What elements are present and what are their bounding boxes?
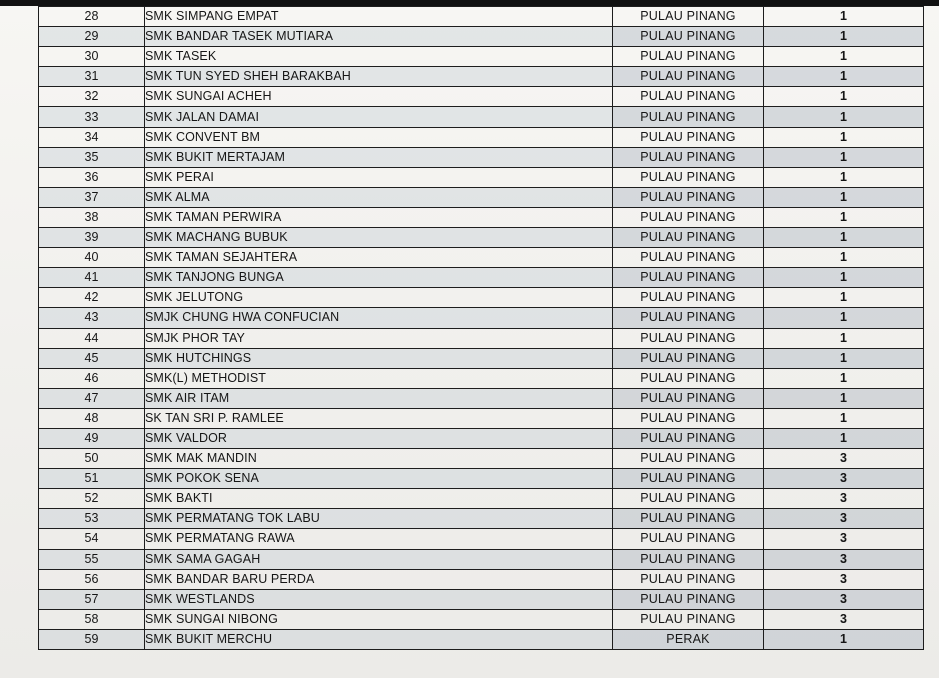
school-name-cell: SMK PERAI: [145, 167, 613, 187]
quantity-cell: 3: [764, 509, 924, 529]
table-row: [39, 207, 924, 227]
school-name-cell: SMJK PHOR TAY: [145, 328, 613, 348]
school-name-cell: SMK TASEK: [145, 47, 613, 67]
school-name-cell: SMK TANJONG BUNGA: [145, 268, 613, 288]
school-name-cell: SMK MACHANG BUBUK: [145, 228, 613, 248]
row-number-cell: 41: [39, 268, 145, 288]
school-name-cell: SMK MAK MANDIN: [145, 449, 613, 469]
state-cell: PULAU PINANG: [613, 328, 764, 348]
state-cell: PULAU PINANG: [613, 348, 764, 368]
school-allocation-table: [38, 6, 924, 650]
quantity-cell: 3: [764, 449, 924, 469]
table-row: [39, 509, 924, 529]
row-number-cell: 48: [39, 408, 145, 428]
row-number-cell: 35: [39, 147, 145, 167]
table-row: [39, 489, 924, 509]
school-name-cell: SMK CONVENT BM: [145, 127, 613, 147]
row-number-cell: 54: [39, 529, 145, 549]
school-name-cell: SK TAN SRI P. RAMLEE: [145, 408, 613, 428]
row-number-cell: 30: [39, 47, 145, 67]
table-row: [39, 328, 924, 348]
school-name-cell: SMK SAMA GAGAH: [145, 549, 613, 569]
school-name-cell: SMK JELUTONG: [145, 288, 613, 308]
scanned-document-page: [0, 6, 939, 678]
table-row: [39, 549, 924, 569]
quantity-cell: 3: [764, 609, 924, 629]
state-cell: PULAU PINANG: [613, 388, 764, 408]
quantity-cell: 1: [764, 328, 924, 348]
quantity-cell: 1: [764, 27, 924, 47]
school-name-cell: SMK BANDAR BARU PERDA: [145, 569, 613, 589]
state-cell: PULAU PINANG: [613, 67, 764, 87]
quantity-cell: 3: [764, 549, 924, 569]
state-cell: PULAU PINANG: [613, 609, 764, 629]
table-row: [39, 47, 924, 67]
quantity-cell: 3: [764, 489, 924, 509]
row-number-cell: 42: [39, 288, 145, 308]
quantity-cell: 1: [764, 288, 924, 308]
state-cell: PULAU PINANG: [613, 308, 764, 328]
row-number-cell: 53: [39, 509, 145, 529]
school-name-cell: SMK HUTCHINGS: [145, 348, 613, 368]
state-cell: PULAU PINANG: [613, 47, 764, 67]
row-number-cell: 59: [39, 629, 145, 649]
state-cell: PULAU PINANG: [613, 368, 764, 388]
row-number-cell: 58: [39, 609, 145, 629]
state-cell: PULAU PINANG: [613, 248, 764, 268]
state-cell: PULAU PINANG: [613, 408, 764, 428]
quantity-cell: 1: [764, 187, 924, 207]
quantity-cell: 1: [764, 47, 924, 67]
quantity-cell: 3: [764, 589, 924, 609]
school-name-cell: SMK BUKIT MERCHU: [145, 629, 613, 649]
row-number-cell: 40: [39, 248, 145, 268]
state-cell: PULAU PINANG: [613, 489, 764, 509]
row-number-cell: 51: [39, 469, 145, 489]
school-name-cell: SMK ALMA: [145, 187, 613, 207]
quantity-cell: 1: [764, 67, 924, 87]
row-number-cell: 37: [39, 187, 145, 207]
table-row: [39, 67, 924, 87]
school-name-cell: SMK BUKIT MERTAJAM: [145, 147, 613, 167]
state-cell: PULAU PINANG: [613, 268, 764, 288]
row-number-cell: 34: [39, 127, 145, 147]
state-cell: PULAU PINANG: [613, 529, 764, 549]
row-number-cell: 33: [39, 107, 145, 127]
row-number-cell: 47: [39, 388, 145, 408]
quantity-cell: 1: [764, 7, 924, 27]
row-number-cell: 50: [39, 449, 145, 469]
table-row: [39, 408, 924, 428]
school-name-cell: SMK BAKTI: [145, 489, 613, 509]
table-row: [39, 288, 924, 308]
school-name-cell: SMK POKOK SENA: [145, 469, 613, 489]
table-row: [39, 228, 924, 248]
table-row: [39, 107, 924, 127]
school-name-cell: SMK SUNGAI NIBONG: [145, 609, 613, 629]
row-number-cell: 44: [39, 328, 145, 348]
state-cell: PULAU PINANG: [613, 207, 764, 227]
table-row: [39, 569, 924, 589]
school-name-cell: SMK SIMPANG EMPAT: [145, 7, 613, 27]
table-row: [39, 7, 924, 27]
quantity-cell: 1: [764, 388, 924, 408]
state-cell: PULAU PINANG: [613, 87, 764, 107]
quantity-cell: 1: [764, 629, 924, 649]
state-cell: PULAU PINANG: [613, 449, 764, 469]
quantity-cell: 1: [764, 228, 924, 248]
school-name-cell: SMK PERMATANG RAWA: [145, 529, 613, 549]
quantity-cell: 1: [764, 147, 924, 167]
school-name-cell: SMK BANDAR TASEK MUTIARA: [145, 27, 613, 47]
table-row: [39, 268, 924, 288]
school-name-cell: SMK TAMAN PERWIRA: [145, 207, 613, 227]
table-row: [39, 368, 924, 388]
quantity-cell: 1: [764, 268, 924, 288]
quantity-cell: 3: [764, 569, 924, 589]
row-number-cell: 49: [39, 428, 145, 448]
state-cell: PULAU PINANG: [613, 228, 764, 248]
row-number-cell: 31: [39, 67, 145, 87]
state-cell: PERAK: [613, 629, 764, 649]
quantity-cell: 1: [764, 308, 924, 328]
table-row: [39, 27, 924, 47]
row-number-cell: 55: [39, 549, 145, 569]
state-cell: PULAU PINANG: [613, 469, 764, 489]
table-row: [39, 469, 924, 489]
table-body: [39, 7, 924, 650]
state-cell: PULAU PINANG: [613, 187, 764, 207]
quantity-cell: 1: [764, 408, 924, 428]
school-name-cell: SMK TAMAN SEJAHTERA: [145, 248, 613, 268]
quantity-cell: 1: [764, 127, 924, 147]
quantity-cell: 1: [764, 368, 924, 388]
row-number-cell: 38: [39, 207, 145, 227]
row-number-cell: 56: [39, 569, 145, 589]
school-name-cell: SMK SUNGAI ACHEH: [145, 87, 613, 107]
table-row: [39, 127, 924, 147]
table-row: [39, 87, 924, 107]
quantity-cell: 1: [764, 428, 924, 448]
table-row: [39, 529, 924, 549]
state-cell: PULAU PINANG: [613, 288, 764, 308]
school-name-cell: SMK(L) METHODIST: [145, 368, 613, 388]
row-number-cell: 36: [39, 167, 145, 187]
table-row: [39, 629, 924, 649]
quantity-cell: 1: [764, 167, 924, 187]
row-number-cell: 28: [39, 7, 145, 27]
table-row: [39, 167, 924, 187]
state-cell: PULAU PINANG: [613, 509, 764, 529]
table-row: [39, 308, 924, 328]
table-row: [39, 388, 924, 408]
table-row: [39, 187, 924, 207]
table-row: [39, 449, 924, 469]
quantity-cell: 1: [764, 87, 924, 107]
school-name-cell: SMK VALDOR: [145, 428, 613, 448]
school-name-cell: SMK JALAN DAMAI: [145, 107, 613, 127]
school-name-cell: SMJK CHUNG HWA CONFUCIAN: [145, 308, 613, 328]
row-number-cell: 32: [39, 87, 145, 107]
table-row: [39, 609, 924, 629]
row-number-cell: 29: [39, 27, 145, 47]
row-number-cell: 43: [39, 308, 145, 328]
row-number-cell: 57: [39, 589, 145, 609]
row-number-cell: 45: [39, 348, 145, 368]
state-cell: PULAU PINANG: [613, 107, 764, 127]
quantity-cell: 1: [764, 248, 924, 268]
quantity-cell: 1: [764, 107, 924, 127]
row-number-cell: 39: [39, 228, 145, 248]
school-name-cell: SMK TUN SYED SHEH BARAKBAH: [145, 67, 613, 87]
state-cell: PULAU PINANG: [613, 428, 764, 448]
school-name-cell: SMK AIR ITAM: [145, 388, 613, 408]
row-number-cell: 46: [39, 368, 145, 388]
state-cell: PULAU PINANG: [613, 569, 764, 589]
state-cell: PULAU PINANG: [613, 147, 764, 167]
state-cell: PULAU PINANG: [613, 549, 764, 569]
quantity-cell: 3: [764, 469, 924, 489]
table-row: [39, 428, 924, 448]
state-cell: PULAU PINANG: [613, 167, 764, 187]
table-row: [39, 147, 924, 167]
state-cell: PULAU PINANG: [613, 589, 764, 609]
quantity-cell: 1: [764, 348, 924, 368]
quantity-cell: 3: [764, 529, 924, 549]
school-name-cell: SMK PERMATANG TOK LABU: [145, 509, 613, 529]
state-cell: PULAU PINANG: [613, 27, 764, 47]
table-row: [39, 248, 924, 268]
table-row: [39, 348, 924, 368]
state-cell: PULAU PINANG: [613, 127, 764, 147]
row-number-cell: 52: [39, 489, 145, 509]
table-row: [39, 589, 924, 609]
school-name-cell: SMK WESTLANDS: [145, 589, 613, 609]
state-cell: PULAU PINANG: [613, 7, 764, 27]
quantity-cell: 1: [764, 207, 924, 227]
